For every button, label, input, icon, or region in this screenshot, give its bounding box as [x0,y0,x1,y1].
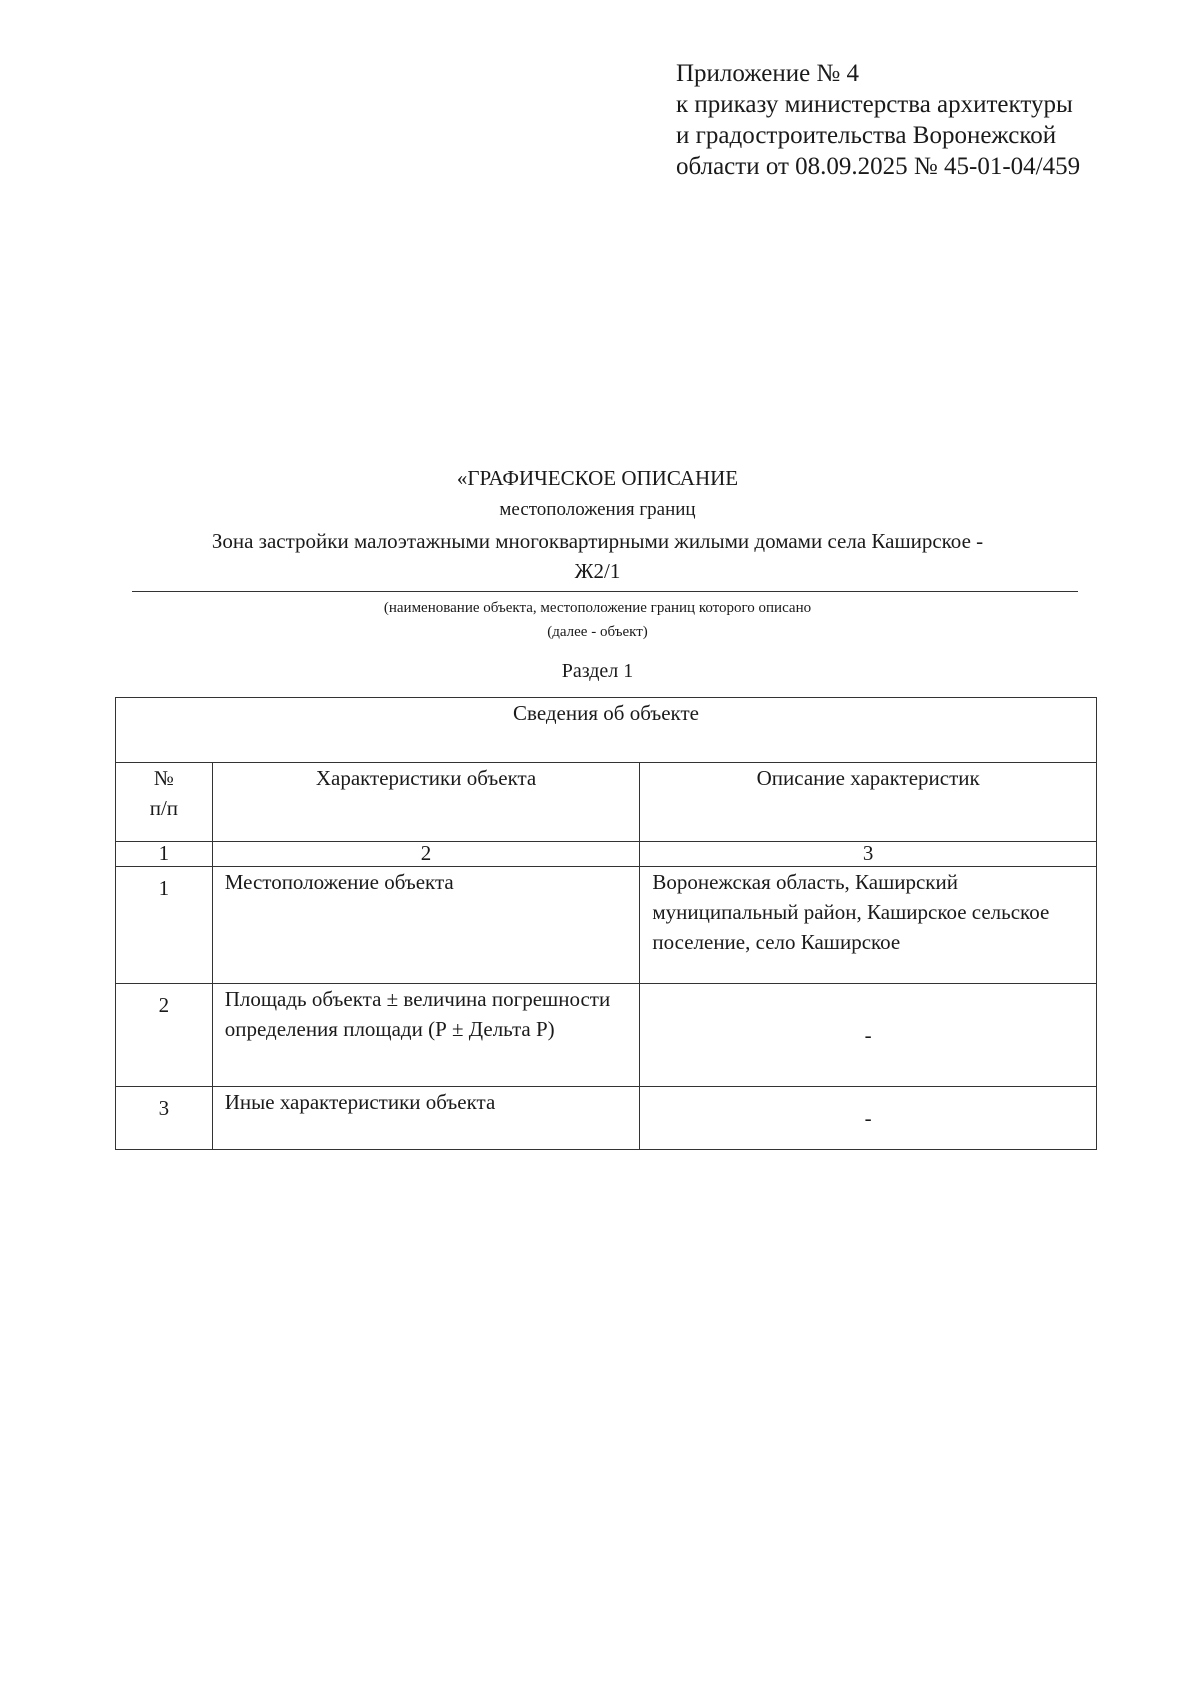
appendix-line: области от 08.09.2025 № 45-01-04/459 [676,153,1081,180]
table-row [116,984,1097,1087]
column-number: 1 [116,842,213,867]
underline-rule [132,591,1078,592]
table-header-row [116,698,1097,763]
appendix-line: Приложение № 4 [676,60,860,87]
title-main: «ГРАФИЧЕСКОЕ ОПИСАНИЕ [456,466,739,490]
object-name-line: Ж2/1 [574,559,621,583]
caption-line: (наименование объекта, местоположение границ которого описано [383,600,812,616]
column-number-row [116,842,1097,867]
row-characteristic: Местоположение объекта [212,867,640,984]
document-title [115,462,1080,586]
appendix-note [676,58,1080,182]
table-header: Сведения об объекте [116,698,1097,763]
row-description: - [640,984,1097,1087]
row-characteristic: Иные характеристики объекта [212,1087,640,1150]
table-row [116,867,1097,984]
row-characteristic: Площадь объекта ± величина погрешности определения площади (Р ± Дельта Р) [212,984,640,1087]
section-title: Раздел 1 [561,660,634,682]
caption-line: (далее - объект) [547,624,648,640]
column-header-characteristic: Характеристики объекта [212,763,640,842]
table-row [116,1087,1097,1150]
column-header-row [116,763,1097,842]
row-number: 3 [116,1087,213,1150]
row-number: 1 [116,867,213,984]
object-caption [115,596,1080,644]
row-description: Воронежская область, Каширский муниципальный район, Каширское сельское поселение, село Каширское [640,867,1097,984]
row-description: - [640,1087,1097,1150]
row-number: 2 [116,984,213,1087]
column-number: 3 [640,842,1097,867]
column-header-text: № п/п [149,766,179,820]
appendix-line: и градостроительства Воронежской [676,122,1057,149]
object-name-line: Зона застройки малоэтажными многоквартирными жилыми домами села Каширское - [211,529,984,553]
column-number: 2 [212,842,640,867]
column-header-description: Описание характеристик [640,763,1097,842]
object-info-table [115,697,1097,1150]
column-header-number [116,763,213,842]
title-sub: местоположения границ [499,499,696,520]
appendix-line: к приказу министерства архитектуры [676,91,1073,118]
